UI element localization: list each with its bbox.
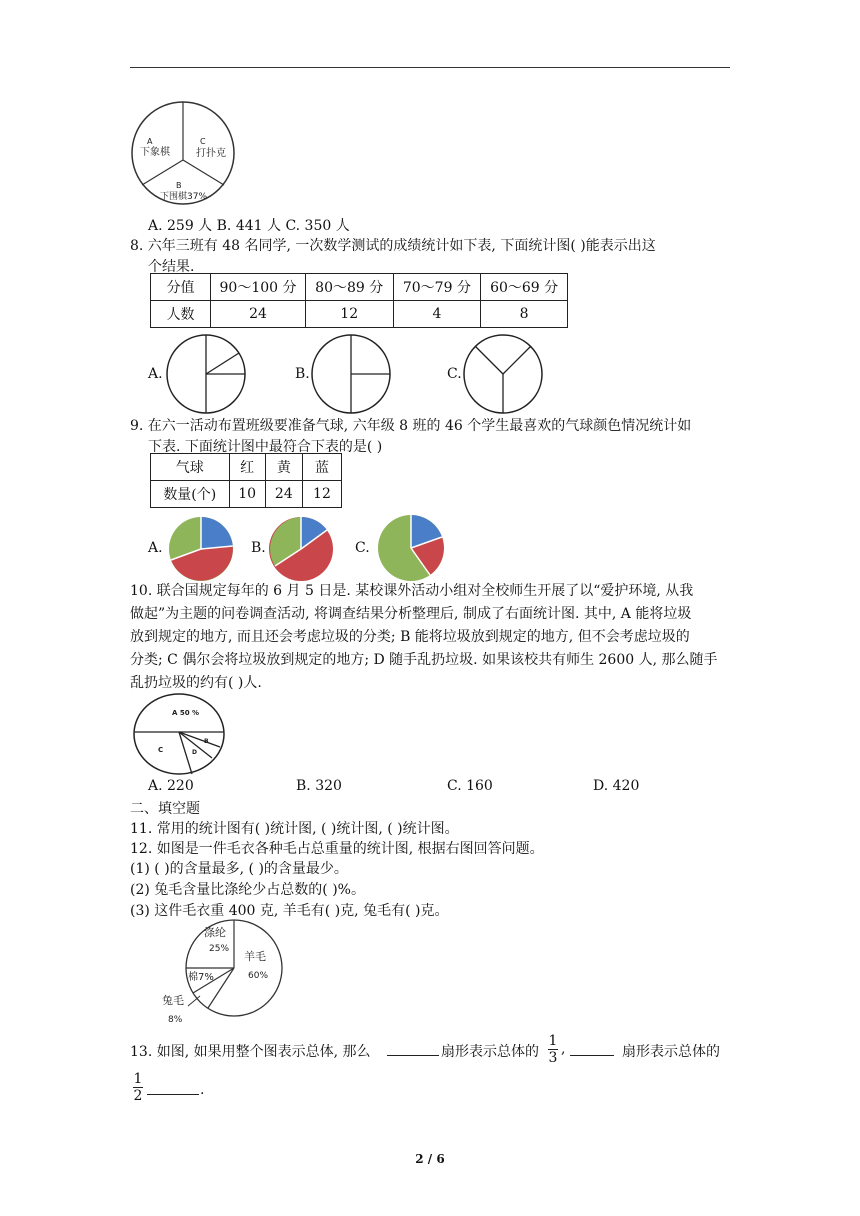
section-heading: 二、填空题 [130, 801, 200, 817]
q10-label-c: C [158, 746, 164, 754]
q8-text-line1: 8. 六年三班有 48 名同学, 一次数学测试的成绩统计如下表, 下面统计图( )能表示出这 [130, 238, 656, 254]
q9-pie-c [377, 514, 445, 582]
q8-header-cell: 80～89 分 [305, 274, 393, 301]
q10-option-b: B. 320 [296, 778, 342, 794]
header-rule [130, 67, 730, 68]
q13-fraction-one-third [546, 1033, 560, 1066]
q12-label-cotton: 棉7% [188, 972, 214, 983]
q13-text-part1: 13. 如图, 如果用整个图表示总体, 那么 [130, 1044, 371, 1060]
q8-option-a-label: A. [148, 366, 163, 382]
q12-label-rabbit: 兔毛 [162, 994, 184, 1007]
q9-option-c-label: C. [355, 540, 370, 556]
q13-frac1-numerator: 1 [548, 1033, 558, 1049]
q12-sub2: (2) 兔毛含量比涤纶少占总数的( )%。 [130, 882, 365, 898]
q9-data-cell: 24 [265, 481, 302, 508]
q10-option-c: C. 160 [447, 778, 493, 794]
q12-label-rabbit-pct: 8% [168, 1015, 183, 1025]
q10-text-line3: 放到规定的地方, 而且还会考虑垃圾的分类; B 能将垃圾放到规定的地方, 但不会考虑垃圾的 [130, 629, 690, 645]
q13-blank-2 [570, 1055, 614, 1056]
q7-label-c1: C [200, 137, 206, 146]
q8-header-cell: 分值 [151, 274, 211, 301]
q12-sub1: (1) ( )的含量最多, ( )的含量最少。 [130, 861, 348, 877]
q8-option-b-label: B. [295, 366, 310, 382]
q13-text-part3: 扇形表示总体的 [622, 1044, 720, 1060]
q13-blank-1 [387, 1055, 439, 1056]
q9-option-b-label: B. [251, 540, 266, 556]
q13-comma: , [561, 1041, 566, 1057]
q8-pie-c [462, 333, 544, 415]
q8-data-cell: 人数 [151, 301, 211, 328]
q10-text-line5: 乱扔垃圾的约有( )人. [130, 675, 262, 691]
q7-label-a2: 下象棋 [140, 147, 170, 158]
q10-label-d: D [192, 749, 197, 756]
q8-data-cell: 4 [393, 301, 481, 328]
q12-pie-chart [160, 918, 285, 1028]
q9-data-cell: 数量(个) [151, 481, 230, 508]
q9-data-cell: 12 [302, 481, 341, 508]
q10-text-line4: 分类; C 偶尔会将垃圾放到规定的地方; D 随手乱扔垃圾. 如果该校共有师生 2600 人, 那么随手 [130, 652, 718, 668]
q9-data-cell: 10 [229, 481, 265, 508]
q9-header-cell: 蓝 [302, 454, 341, 481]
q8-header-cell: 90～100 分 [211, 274, 306, 301]
q13-end: . [200, 1082, 205, 1098]
q13-frac2-numerator: 1 [133, 1071, 143, 1087]
q10-option-a: A. 220 [148, 778, 194, 794]
q8-header-cell: 70～79 分 [393, 274, 481, 301]
q8-text-line2: 个结果. [148, 259, 195, 275]
q10-text-line2: 做起”为主题的问卷调查活动, 将调查结果分析整理后, 制成了右面统计图. 其中, A 能将垃圾 [130, 606, 692, 622]
q13-text-part2: 扇形表示总体的 [441, 1044, 539, 1060]
q12-label-wool: 羊毛 [244, 950, 266, 963]
q8-data-cell: 12 [305, 301, 393, 328]
q9-header-cell: 气球 [151, 454, 230, 481]
q7-pie-chart [130, 100, 240, 210]
q9-balloon-table [150, 453, 342, 508]
q7-label-b1: B [176, 181, 182, 190]
q13-blank-3 [147, 1094, 199, 1095]
q9-header-cell: 红 [229, 454, 265, 481]
q10-text-line1: 10. 联合国规定每年的 6 月 5 日是. 某校课外活动小组对全校师生开展了以“爱护环境, 从我 [130, 583, 694, 599]
q8-score-table [150, 273, 568, 328]
q12-label-polyester: 涤纶 [204, 926, 226, 939]
q13-fraction-one-half [131, 1071, 145, 1104]
q8-data-cell: 8 [481, 301, 568, 328]
q11-text: 11. 常用的统计图有( )统计图, ( )统计图, ( )统计图。 [130, 821, 459, 837]
q13-frac1-denominator: 3 [548, 1050, 558, 1066]
q12-sub3: (3) 这件毛衣重 400 克, 羊毛有( )克, 兔毛有( )克。 [130, 903, 449, 919]
q10-label-b: B [204, 738, 209, 745]
q8-data-cell: 24 [211, 301, 306, 328]
q9-text-line2: 下表. 下面统计图中最符合下表的是( ) [148, 439, 383, 455]
q8-pie-a [165, 333, 247, 415]
q10-pie-chart [132, 692, 227, 777]
q9-pie-a [168, 516, 234, 582]
q8-header-cell: 60～69 分 [481, 274, 568, 301]
q8-option-c-label: C. [447, 366, 462, 382]
q9-text-line1: 9. 在六一活动布置班级要准备气球, 六年级 8 班的 46 个学生最喜欢的气球颜色情况统计如 [130, 418, 692, 434]
q10-label-a: A 50 % [172, 709, 200, 717]
q7-options: A. 259 人 B. 441 人 C. 350 人 [148, 218, 350, 234]
q12-label-polyester-pct: 25% [209, 944, 230, 954]
q7-label-a1: A [147, 137, 153, 146]
q12-text: 12. 如图是一件毛衣各种毛占总重量的统计图, 根据右图回答问题。 [130, 841, 544, 857]
q7-label-b2: 下围棋37% [160, 192, 208, 202]
page-number: 2 / 6 [415, 1152, 445, 1166]
q9-header-cell: 黄 [265, 454, 302, 481]
q9-option-a-label: A. [148, 540, 163, 556]
q13-frac2-denominator: 2 [133, 1088, 143, 1104]
q9-pie-b [268, 516, 334, 582]
q7-label-c2: 打扑克 [196, 148, 226, 159]
q10-option-d: D. 420 [593, 778, 640, 794]
q8-pie-b [310, 333, 392, 415]
q12-label-wool-pct: 60% [248, 971, 269, 981]
